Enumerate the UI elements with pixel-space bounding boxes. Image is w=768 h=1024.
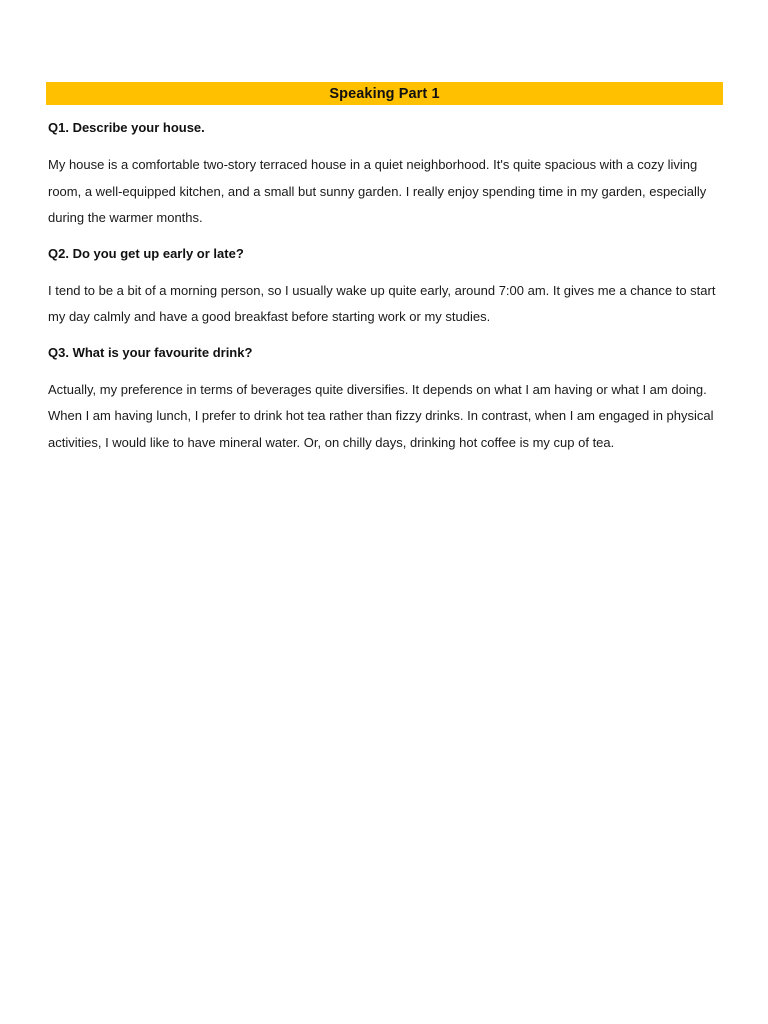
qa-content (48, 118, 724, 468)
page-title: Speaking Part 1 (329, 85, 440, 102)
question-1: Q1. Describe your house. (48, 120, 205, 135)
question-2: Q2. Do you get up early or late? (48, 245, 244, 261)
qa-section-2 (48, 244, 724, 331)
question-3: Q3. What is your favourite drink? (48, 344, 253, 360)
answer-2: I tend to be a bit of a morning person, so I usually wake up quite early, around 7:00 am. It gives me a chance to start my day calmly and have a good breakfast before starting work or my studies. (48, 282, 716, 324)
answer-1: My house is a comfortable two-story terraced house in a quiet neighborhood. It's quite spacious with a cozy living room, a well-equipped kitchen, and a small but sunny garden. I really enjoy spending time in my garden, especially during the warmer months. (48, 157, 707, 225)
qa-section-3 (48, 343, 724, 457)
qa-section-1 (48, 118, 724, 232)
answer-3: Actually, my preference in terms of beverages quite diversifies. It depends on what I am having or what I am doing. When I am having lunch, I prefer to drink hot tea rather than fizzy drinks. In contrast, when I am engaged in physical activities, I would like to have mineral water. Or, on chilly days, drinking hot coffee is my cup of tea. (48, 381, 714, 450)
header-banner (46, 82, 723, 105)
